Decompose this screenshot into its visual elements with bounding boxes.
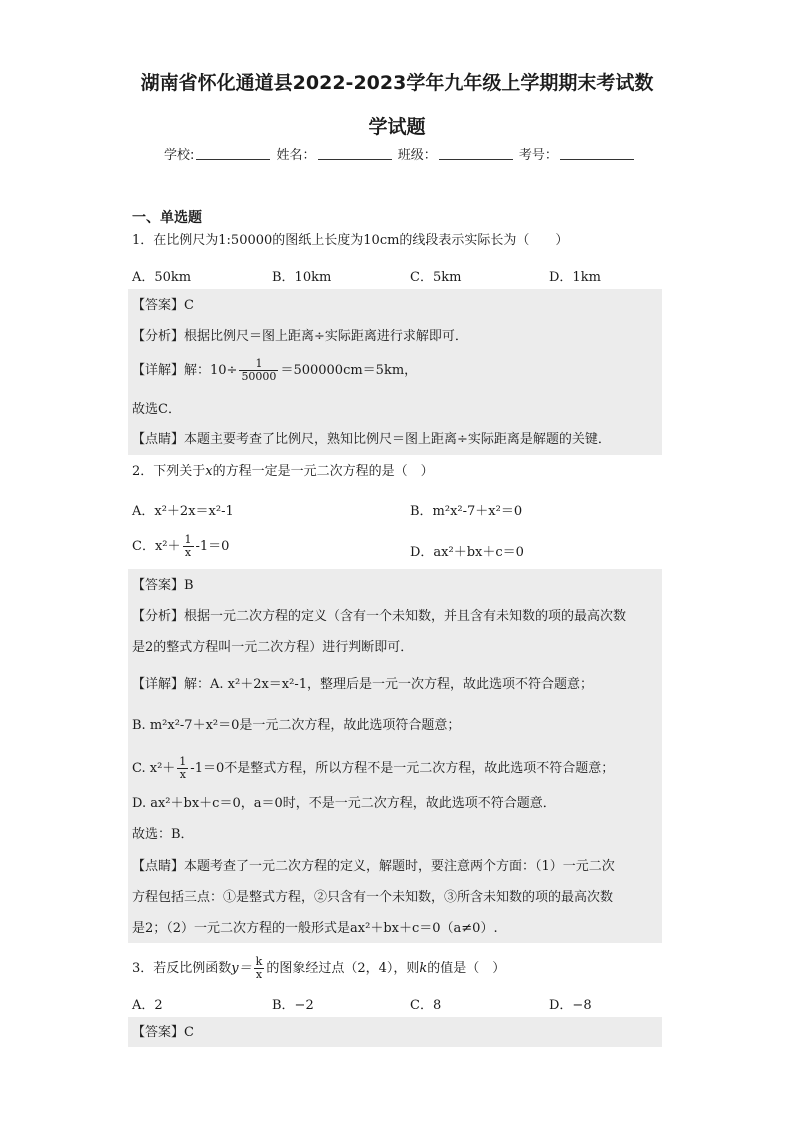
q2-option-c-numerator: 1 [184, 533, 192, 546]
q2-stem-variable: x [205, 464, 213, 479]
number-blank [560, 147, 634, 160]
q1-analysis: 【分析】根据比例尺＝图上距离÷实际距离进行求解即可． [132, 329, 468, 344]
q1-fraction-denominator: 50000 [241, 370, 277, 383]
class-label: 班级： [397, 148, 437, 163]
document-title-line-1: 湖南省怀化通道县2022-2023学年九年级上学期期末考试数 [140, 72, 654, 94]
school-blank [196, 147, 270, 160]
q1-detail-suffix: ＝500000cm＝5km， [280, 363, 418, 378]
q2-detail-c-end: -1＝0不是整式方程，所以方程不是一元二次方程，故此选项不符合题意； [190, 761, 615, 776]
q3-stem-numerator: k [255, 955, 263, 968]
document-title-line-2: 学试题 [368, 116, 426, 138]
q3-option-a: A．2 [132, 998, 163, 1013]
q2-analysis-line-1: 【分析】根据一元二次方程的定义（含有一个未知数，并且含有未知数的项的最高次数 [132, 609, 627, 624]
q2-detail-c-numerator: 1 [179, 755, 187, 768]
q2-stem [132, 463, 662, 481]
q3-answer: 【答案】C [132, 1025, 194, 1040]
q3-stem [132, 956, 662, 981]
q1-option-d: D．1km [549, 270, 601, 285]
q2-comment-line-2: 方程包括三点：①是整式方程，②只含有一个未知数，③所含未知数的项的最高次数 [132, 890, 614, 905]
q3-stem-fraction [254, 956, 265, 981]
q2-analysis-line-2: 是2的整式方程叫一元二次方程）进行判断即可． [132, 640, 414, 655]
name-blank [318, 147, 392, 160]
q2-choose: 故选：B． [132, 827, 194, 842]
q2-detail-a: 【详解】解：A. x²＋2x＝x²-1，整理后是一元一次方程，故此选项不符合题意； [132, 677, 594, 692]
section-title: 一、单选题 [132, 210, 202, 226]
q2-option-c-fraction [183, 534, 194, 559]
q2-option-d: D．ax²＋bx＋c＝0 [410, 545, 524, 560]
name-label: 姓名： [276, 148, 316, 163]
q1-fraction [239, 358, 278, 383]
q1-comment: 【点睛】本题主要考查了比例尺，熟知比例尺＝图上距离÷实际距离是解题的关键． [132, 432, 611, 447]
q2-option-c-denominator: x [184, 546, 192, 559]
q3-option-c: C．8 [410, 998, 442, 1013]
school-label: 学校: [164, 148, 195, 163]
q2-answer: 【答案】B [132, 578, 194, 593]
q1-choose: 故选C． [132, 402, 181, 417]
class-blank [439, 147, 513, 160]
q1-option-c: C．5km [410, 270, 462, 285]
q3-stem-denominator: x [255, 968, 263, 981]
q1-option-a: A．50km [132, 270, 192, 285]
q2-stem-start: 2．下列关于 [132, 464, 206, 479]
q2-comment-line-3: 是2；（2）一元二次方程的一般形式是ax²＋bx＋c＝0（a≠0）. [132, 921, 498, 936]
q2-detail-d: D. ax²＋bx＋c＝0，a＝0时，不是一元二次方程，故此选项不符合题意． [132, 796, 556, 811]
q2-option-a: A．x²＋2x＝x²-1 [132, 504, 234, 519]
q2-option-c-end: -1＝0 [195, 539, 230, 554]
q2-option-c-start: C．x²＋ [132, 539, 181, 554]
q1-answer: 【答案】C [132, 298, 194, 313]
q1-fraction-numerator: 1 [239, 358, 278, 371]
q2-detail-c-fraction [177, 756, 188, 781]
q2-comment-line-1: 【点睛】本题考查了一元二次方程的定义，解题时，要注意两个方面：（1）一元二次 [132, 859, 615, 874]
q1-detail [132, 358, 662, 383]
q3-stem-end: 的值是（ ） [427, 961, 506, 976]
q3-option-b: B．−2 [272, 998, 314, 1013]
student-info-row [164, 144, 644, 163]
q2-detail-b: B. m²x²-7＋x²＝0是一元二次方程，故此选项符合题意； [132, 718, 461, 733]
q2-detail-c-denominator: x [179, 768, 186, 781]
q1-option-b: B．10km [272, 270, 332, 285]
number-label: 考号： [518, 148, 558, 163]
q3-stem-k: k [419, 961, 428, 976]
q3-stem-y: y＝ [231, 961, 252, 976]
q2-detail-c [132, 756, 662, 781]
q2-stem-end: 的方程一定是一元二次方程的是（ ） [212, 464, 434, 479]
q2-option-c [132, 534, 229, 559]
q2-option-b: B．m²x²-7＋x²＝0 [410, 504, 523, 519]
q3-stem-start: 3．若反比例函数 [132, 961, 232, 976]
q3-stem-middle: 的图象经过点（2，4），则 [266, 961, 420, 976]
q3-option-d: D．−8 [549, 998, 592, 1013]
q1-detail-prefix: 【详解】解：10÷ [132, 363, 238, 378]
q1-stem: 1．在比例尺为1:50000的图纸上长度为10cm的线段表示实际长为（ ） [132, 233, 569, 248]
q2-detail-c-start: C. x²＋ [132, 761, 176, 776]
